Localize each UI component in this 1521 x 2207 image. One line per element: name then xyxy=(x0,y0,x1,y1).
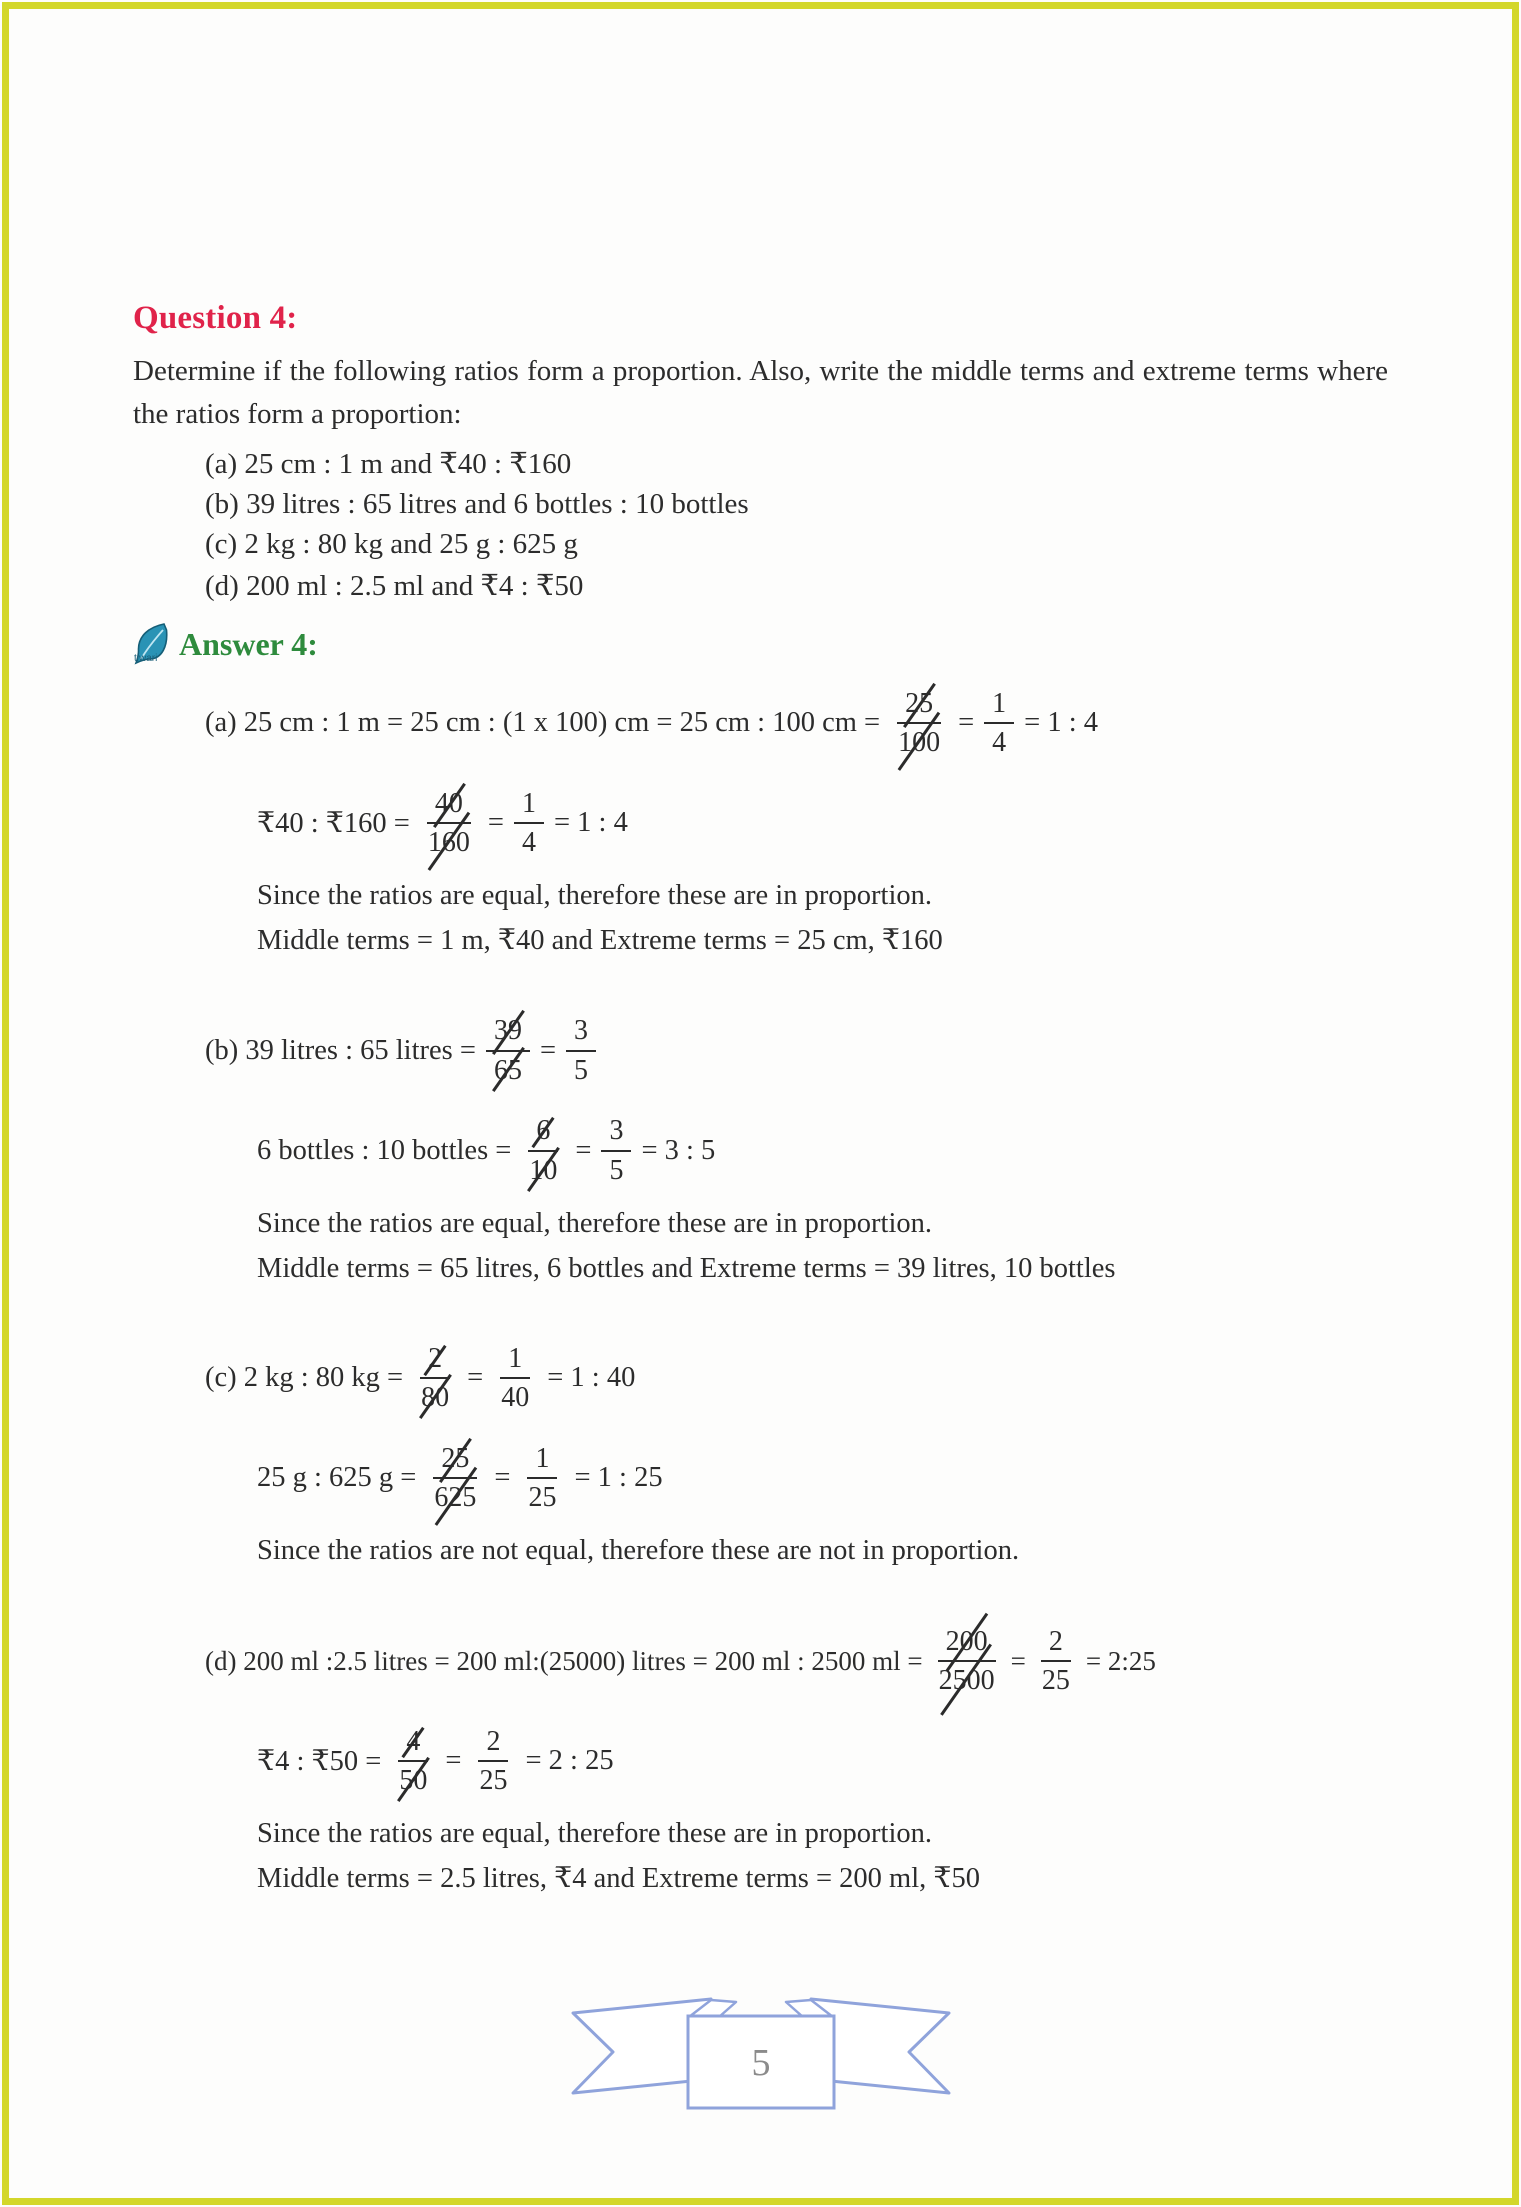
equation-text: = 3 : 5 xyxy=(641,1134,716,1166)
logo-text: tiwari xyxy=(134,653,158,665)
conclusion-note: Since the ratios are not equal, therefore these are not in proportion. xyxy=(257,1535,1020,1567)
answer-header xyxy=(133,621,1388,667)
equation-line xyxy=(257,1711,1388,1811)
ribbon-icon xyxy=(561,1975,961,2125)
equation-text: 25 g : 625 g = xyxy=(257,1462,417,1494)
conclusion-note: Since the ratios are equal, therefore these are in proportion. xyxy=(257,880,933,912)
fraction-cancelled: $\frac{200}{2500}$ xyxy=(931,1626,1003,1697)
answer-part-b xyxy=(205,1001,1388,1291)
fraction-result: $\frac{2}{25}$ xyxy=(479,1725,508,1796)
answer-title: Answer 4: xyxy=(179,625,318,662)
equation-text: = 1 : 25 xyxy=(574,1462,663,1494)
equation-line xyxy=(257,1428,1388,1528)
fraction-result: $\frac{2}{25}$ xyxy=(1041,1625,1070,1696)
equation-line xyxy=(205,673,1388,773)
equals-sign: = xyxy=(467,1362,484,1394)
list-item-a: (a) 25 cm : 1 m and ₹40 : ₹160 xyxy=(205,448,572,481)
equation-line xyxy=(205,1001,1388,1101)
fraction-cancelled: $\frac{4}{50}$ xyxy=(391,1726,435,1797)
equals-sign: = xyxy=(487,807,504,839)
equation-text: = 1 : 4 xyxy=(1024,707,1099,739)
list-item-c: (c) 2 kg : 80 kg and 25 g : 625 g xyxy=(205,528,578,561)
page-number-ribbon xyxy=(561,1975,961,2125)
equals-sign: = xyxy=(539,1034,557,1066)
equation-text: = 2 : 25 xyxy=(525,1745,614,1776)
equation-text: 6 bottles : 10 bottles = xyxy=(257,1134,512,1166)
equals-sign: = xyxy=(575,1134,592,1166)
equation-line xyxy=(205,1611,1388,1711)
equation-text: (d) 200 ml :2.5 litres = 200 ml:(25000) litres = 200 ml : 2500 ml = xyxy=(205,1645,923,1676)
fraction-result: $\frac{3}{5}$ xyxy=(601,1115,631,1186)
equation-line xyxy=(257,773,1388,873)
equals-sign: = xyxy=(1010,1645,1026,1676)
page-number: 5 xyxy=(751,2042,770,2084)
terms-note: Middle terms = 65 litres, 6 bottles and Extreme terms = 39 litres, 10 bottles xyxy=(257,1252,1116,1284)
fraction-cancelled: $\frac{40}{160}$ xyxy=(420,788,478,859)
fraction-result: $\frac{1}{40}$ xyxy=(501,1342,530,1414)
answer-part-c xyxy=(205,1328,1388,1573)
equation-text: = 1 : 4 xyxy=(553,807,628,839)
equals-sign: = xyxy=(494,1462,511,1494)
terms-note: Middle terms = 2.5 litres, ₹4 and Extreme terms = 200 ml, ₹50 xyxy=(257,1862,981,1894)
equation-text: ₹40 : ₹160 = xyxy=(257,808,410,840)
fraction-cancelled: $\frac{25}{625}$ xyxy=(426,1443,484,1514)
fraction-cancelled: $\frac{6}{10}$ xyxy=(521,1115,565,1186)
leaf-logo-icon xyxy=(133,621,175,667)
answer-part-a xyxy=(205,673,1388,963)
equation-text: = 1 : 40 xyxy=(547,1362,636,1394)
list-item-d: (d) 200 ml : 2.5 ml and ₹4 : ₹50 xyxy=(205,570,584,603)
terms-note: Middle terms = 1 m, ₹40 and Extreme terms = 25 cm, ₹160 xyxy=(257,925,943,956)
equation-text: (b) 39 litres : 65 litres = xyxy=(205,1034,476,1066)
conclusion-note: Since the ratios are equal, therefore these are in proportion. xyxy=(257,1207,933,1239)
answer-part-d xyxy=(205,1611,1388,1901)
fraction-result: $\frac{3}{5}$ xyxy=(566,1015,596,1086)
fraction-cancelled: $\frac{25}{100}$ xyxy=(890,688,948,759)
equation-text: ₹4 : ₹50 = xyxy=(257,1746,382,1777)
equation-text: (c) 2 kg : 80 kg = xyxy=(205,1362,404,1394)
equals-sign: = xyxy=(958,707,975,739)
question-list xyxy=(205,446,1388,603)
conclusion-note: Since the ratios are equal, therefore these are in proportion. xyxy=(257,1818,933,1849)
fraction-result: $\frac{1}{4}$ xyxy=(984,688,1014,759)
equation-text: = 2:25 xyxy=(1085,1645,1156,1676)
equals-sign: = xyxy=(445,1745,462,1776)
question-body: Determine if the following ratios form a proportion. Also, write the middle terms and extreme terms where the ratios form a proportion: xyxy=(133,355,1388,430)
fraction-cancelled: $\frac{2}{80}$ xyxy=(413,1343,457,1414)
fraction-result: $\frac{1}{4}$ xyxy=(514,788,544,859)
page-content xyxy=(133,300,1388,1903)
equation-line xyxy=(257,1101,1388,1201)
question-title: Question 4: xyxy=(133,300,298,336)
equation-text: (a) 25 cm : 1 m = 25 cm : (1 x 100) cm = 25 cm : 100 cm = xyxy=(205,707,881,739)
fraction-result: $\frac{1}{25}$ xyxy=(528,1442,557,1514)
list-item-b: (b) 39 litres : 65 litres and 6 bottles : 10 bottles xyxy=(205,488,749,521)
fraction-cancelled: $\frac{39}{65}$ xyxy=(486,1015,530,1086)
equation-line xyxy=(205,1328,1388,1428)
